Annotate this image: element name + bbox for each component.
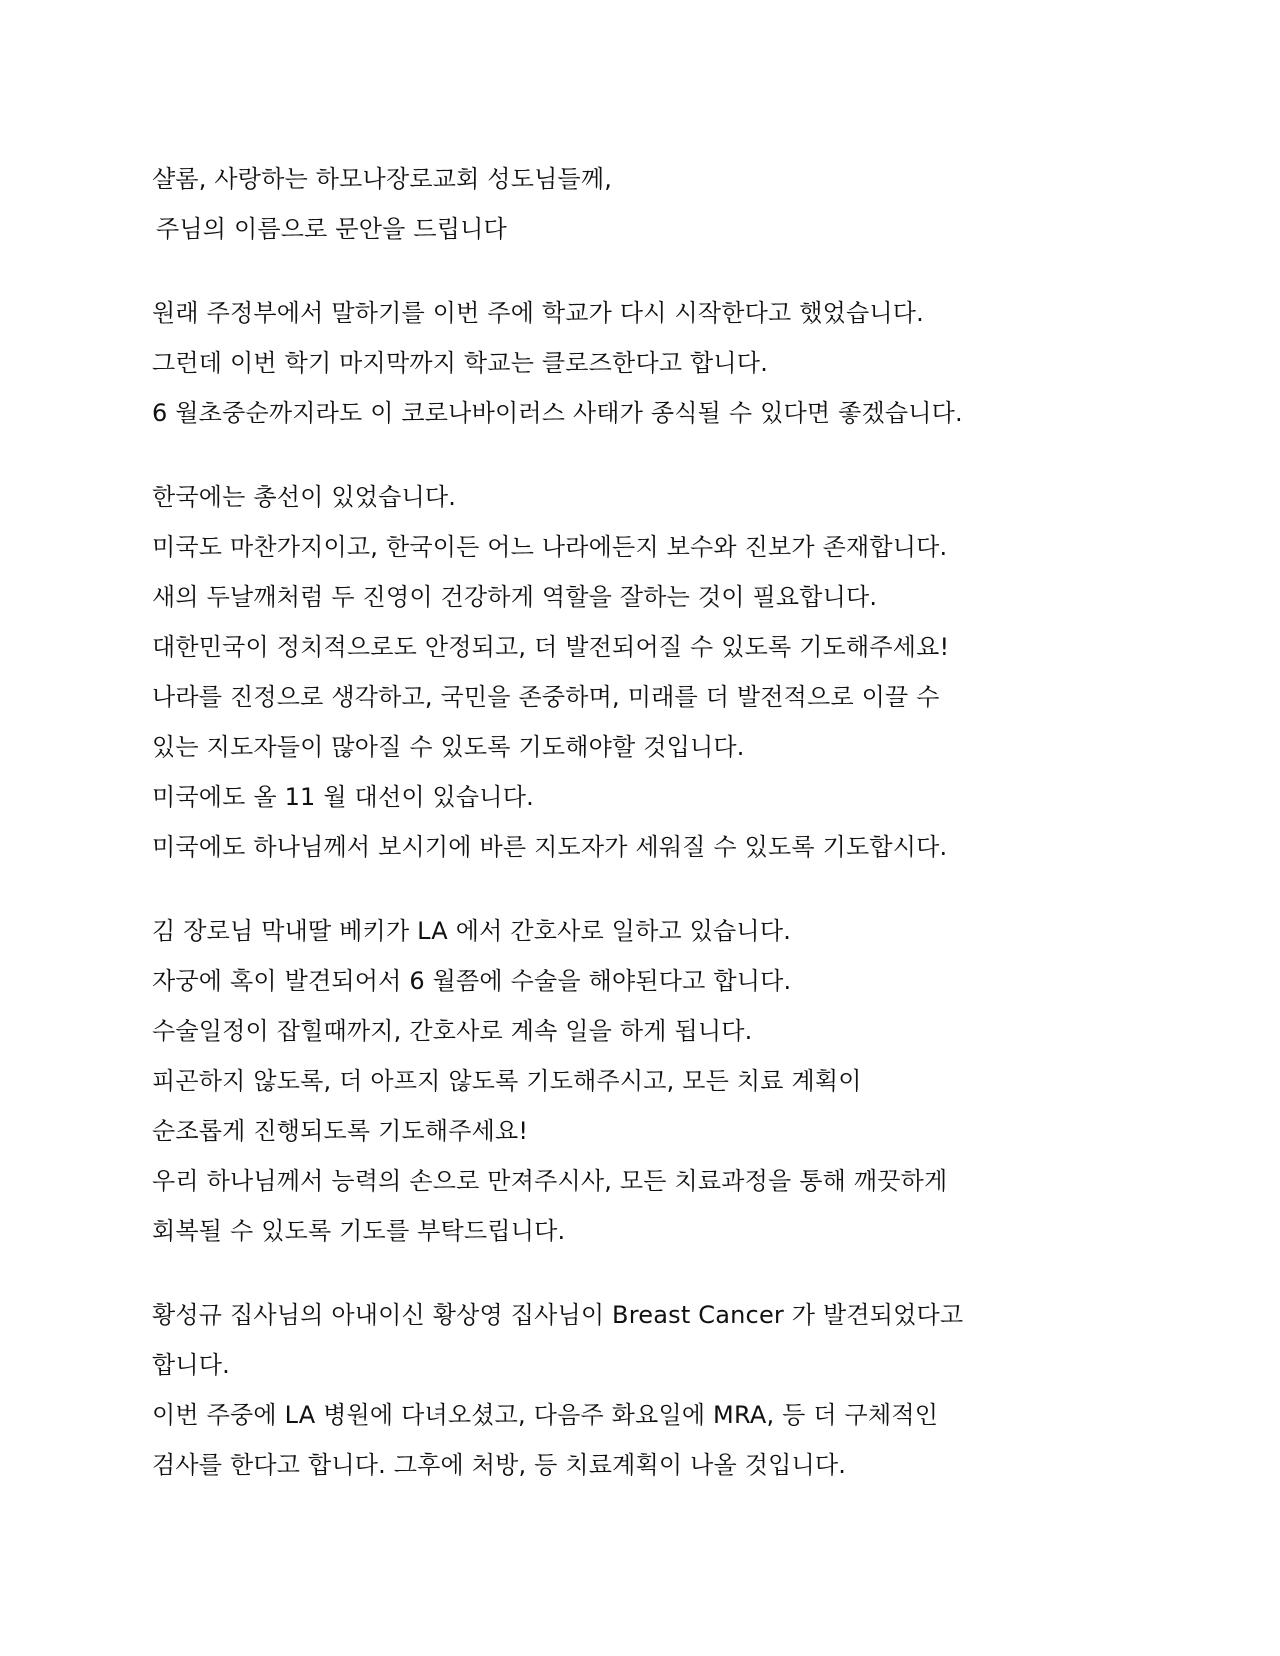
election-line: 한국에는 총선이 있었습니다. [152, 483, 457, 511]
school-line: 그런데 이번 학기 마지막까지 학교는 클로즈한다고 합니다. [152, 349, 769, 377]
election-paragraph [152, 472, 1152, 872]
election-line: 미국에도 올 11 월 대선이 있습니다. [152, 783, 534, 811]
greeting-line: 주님의 이름으로 문안을 드립니다 [156, 215, 507, 243]
election-line: 새의 두날깨처럼 두 진영이 건강하게 역할을 잘하는 것이 필요합니다. [152, 583, 878, 611]
paragraph-gap [152, 254, 1152, 288]
hwang-line: 합니다. [152, 1351, 230, 1379]
becky-line: 수술일정이 잡힐때까지, 간호사로 계속 일을 하게 됩니다. [152, 1017, 753, 1045]
paragraph-gap [152, 872, 1152, 906]
hwang-line: 황성규 집사님의 아내이신 황상영 집사님이 Breast Cancer 가 발견되었다고 [152, 1301, 964, 1329]
school-paragraph [152, 288, 1152, 438]
paragraph-gap [152, 438, 1152, 472]
paragraph-gap [152, 1256, 1152, 1290]
becky-paragraph [152, 906, 1152, 1256]
greeting-paragraph [152, 154, 1152, 254]
election-line: 있는 지도자들이 많아질 수 있도록 기도해야할 것입니다. [152, 733, 745, 761]
hwang-line: 이번 주중에 LA 병원에 다녀오셨고, 다음주 화요일에 MRA, 등 더 구체적인 [152, 1401, 939, 1429]
becky-line: 김 장로님 막내딸 베키가 LA 에서 간호사로 일하고 있습니다. [152, 917, 792, 945]
school-line: 6 월초중순까지라도 이 코로나바이러스 사태가 종식될 수 있다면 좋겠습니다. [152, 399, 963, 427]
letter-body [152, 154, 1152, 1490]
school-line: 원래 주정부에서 말하기를 이번 주에 학교가 다시 시작한다고 했었습니다. [152, 299, 924, 327]
election-line: 미국에도 하나님께서 보시기에 바른 지도자가 세워질 수 있도록 기도합시다. [152, 833, 948, 861]
becky-line: 자궁에 혹이 발견되어서 6 월쯤에 수술을 해야된다고 합니다. [152, 967, 792, 995]
becky-line: 순조롭게 진행되도록 기도해주세요! [152, 1117, 529, 1145]
election-line: 미국도 마찬가지이고, 한국이든 어느 나라에든지 보수와 진보가 존재합니다. [152, 533, 948, 561]
becky-line: 우리 하나님께서 능력의 손으로 만져주시사, 모든 치료과정을 통해 깨끗하게 [152, 1167, 948, 1195]
election-line: 나라를 진정으로 생각하고, 국민을 존중하며, 미래를 더 발전적으로 이끌 수 [152, 683, 940, 711]
election-line: 대한민국이 정치적으로도 안정되고, 더 발전되어질 수 있도록 기도해주세요! [152, 633, 950, 661]
greeting-line: 샬롬, 사랑하는 하모나장로교회 성도님들께, [152, 165, 613, 193]
becky-line: 회복될 수 있도록 기도를 부탁드립니다. [152, 1217, 566, 1245]
hwang-line: 검사를 한다고 합니다. 그후에 처방, 등 치료계획이 나올 것입니다. [152, 1451, 847, 1479]
hwang-paragraph [152, 1290, 1152, 1490]
becky-line: 피곤하지 않도록, 더 아프지 않도록 기도해주시고, 모든 치료 계획이 [152, 1067, 862, 1095]
